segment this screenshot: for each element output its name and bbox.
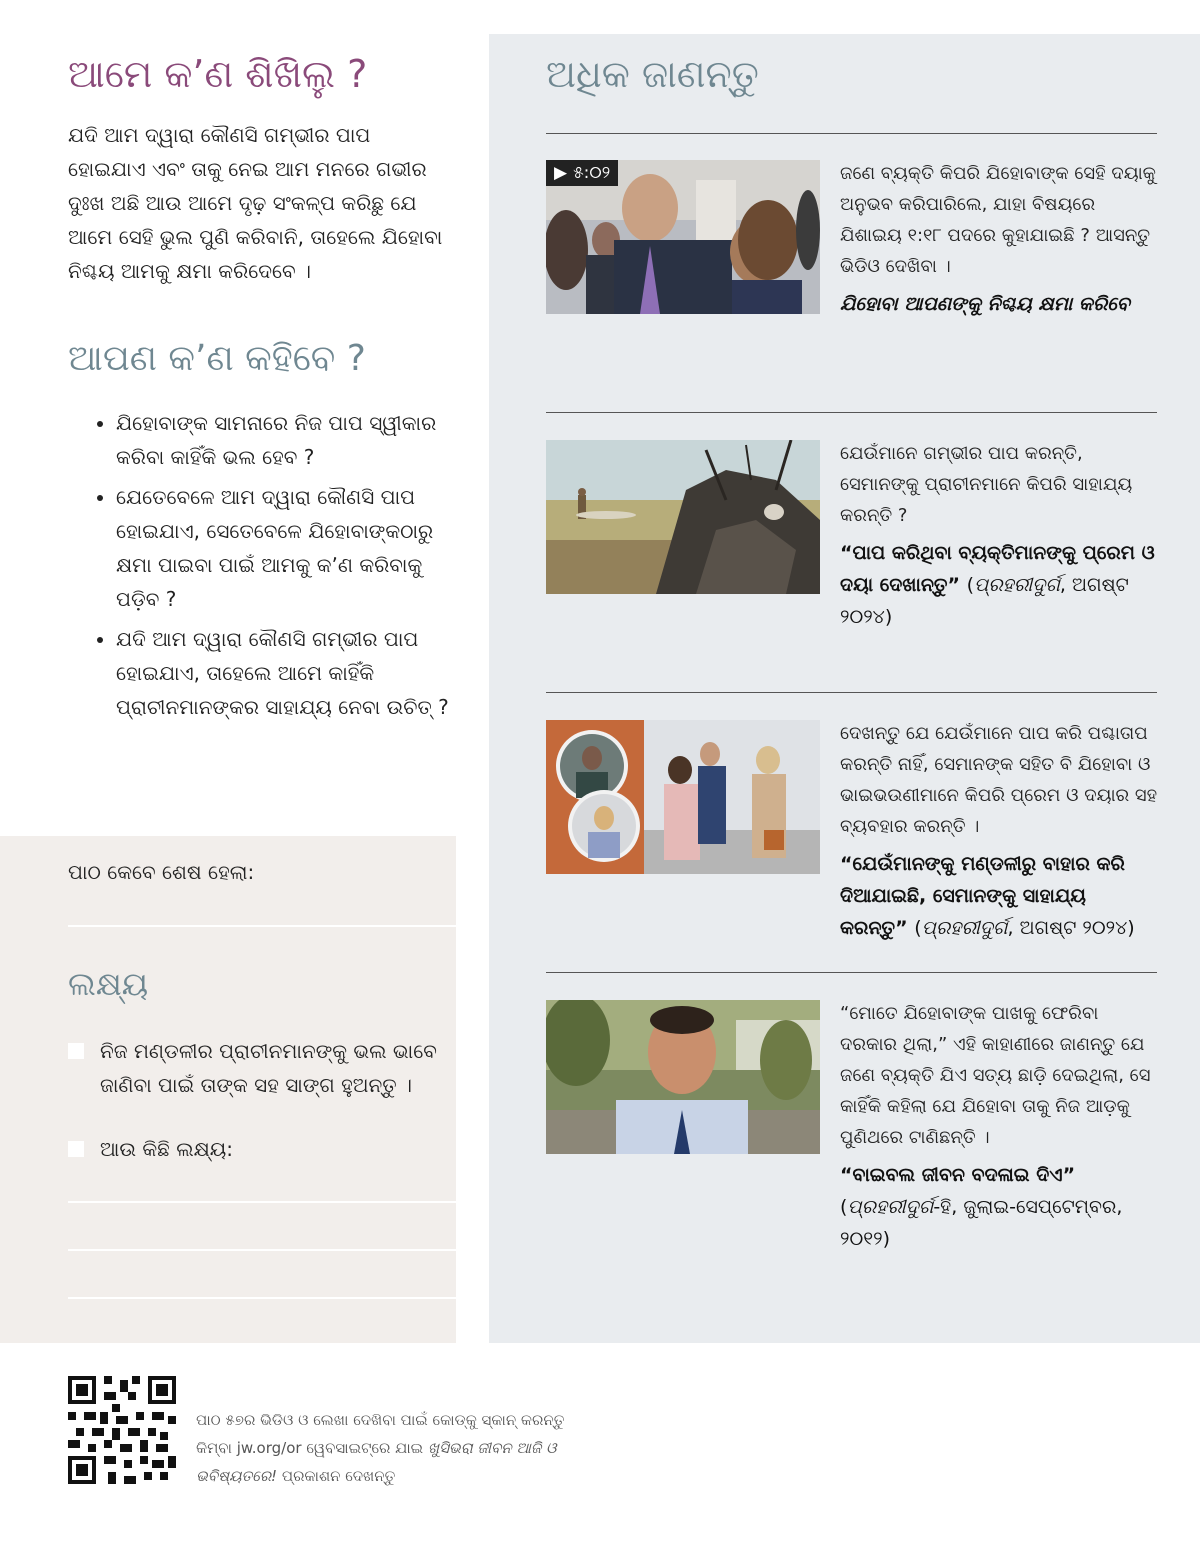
goal-write-line[interactable] bbox=[68, 1201, 456, 1203]
divider bbox=[546, 412, 1157, 413]
video-duration: ୫:୦୨ bbox=[573, 163, 611, 183]
checkbox-icon[interactable] bbox=[68, 1141, 84, 1157]
completion-date-line[interactable] bbox=[68, 925, 456, 927]
learn-more-heading: ଅଧିକ ଜାଣନ୍ତୁ bbox=[546, 52, 759, 96]
completion-date-label: ପାଠ କେବେ ଶେଷ ହେଲା: bbox=[68, 860, 255, 884]
portrait-image bbox=[546, 1000, 820, 1154]
publication-title: ଖୁସିଭରା ଜୀବନ ଆଜି ଓ ଭବିଷ୍ୟତରେ! bbox=[196, 1439, 557, 1485]
video-duration-badge bbox=[546, 160, 618, 186]
goal-item bbox=[68, 1034, 456, 1102]
goal-write-line[interactable] bbox=[68, 1297, 456, 1299]
question-item: • ଯଦି ଆମ ଦ୍ୱାରା କୌଣସି ଗମ୍ଭୀର ପାପ ହୋଇଯାଏ, ତାହେଲେ ଆମେ କାହିଁକି ପ୍ରାଚୀନମାନଙ୍କର ସାହାଯ୍ୟ ନେବା ଉଚିତ୍‌ ? bbox=[116, 622, 466, 724]
article-thumbnail[interactable] bbox=[546, 720, 820, 874]
resource-title-link[interactable]: “ପାପ କରିଥିବା ବ୍ୟକ୍ତିମାନଙ୍କୁ ପ୍ରେମ ଓ ଦୟା ଦେଖାନ୍ତୁ” (ପ୍ରହରୀଦୁର୍ଗ, ଅଗଷ୍ଟ ୨୦୨୪) bbox=[840, 542, 1155, 628]
resource-item bbox=[840, 438, 1158, 633]
resource-description: ଜଣେ ବ୍ୟକ୍ତି କିପରି ଯିହୋବାଙ୍କ ସେହି ଦୟାକୁ ଅନୁଭବ କରିପାରିଲେ, ଯାହା ବିଷୟରେ ଯିଶାଇୟ ୧:୧୮ ପଦରେ କୁହାଯାଇଛି ? ଆସନ୍ତୁ ଭିଡିଓ ଦେଖିବା । bbox=[840, 163, 1156, 277]
goal-heading: ଲକ୍ଷ୍ୟ bbox=[68, 965, 149, 1003]
resource-title-link[interactable]: “ଯେଉଁମାନଙ୍କୁ ମଣ୍ଡଳୀରୁ ବାହାର କରି ଦିଆଯାଇଛି, ସେମାନଙ୍କୁ ସାହାଯ୍ୟ କରନ୍ତୁ” (ପ୍ରହରୀଦୁର୍ଗ, ଅଗଷ୍ଟ ୨୦୨୪) bbox=[840, 853, 1135, 939]
divider bbox=[546, 692, 1157, 693]
article-thumbnail[interactable] bbox=[546, 440, 820, 594]
video-thumbnail[interactable] bbox=[546, 160, 820, 314]
learn-heading: ଆମେ କʼଣ ଶିଖିଲୁ ? bbox=[68, 52, 368, 96]
question-item: • ଯିହୋବାଙ୍କ ସାମନାରେ ନିଜ ପାପ ସ୍ୱୀକାର କରିବା କାହିଁକି ଭଲ ହେବ ? bbox=[116, 406, 466, 474]
goal-write-line[interactable] bbox=[68, 1249, 456, 1251]
article-thumbnail[interactable] bbox=[546, 1000, 820, 1154]
resource-description: ଯେଉଁମାନେ ଗମ୍ଭୀର ପାପ କରନ୍ତି, ସେମାନଙ୍କୁ ପ୍ରାଚୀନମାନେ କିପରି ସାହାଯ୍ୟ କରନ୍ତି ? bbox=[840, 443, 1133, 526]
goal-text: ଆଉ କିଛି ଲକ୍ଷ୍ୟ: bbox=[100, 1137, 233, 1161]
shepherd-painting bbox=[546, 440, 820, 594]
play-icon: ▶ bbox=[554, 163, 568, 183]
divider bbox=[546, 133, 1157, 134]
resource-item bbox=[840, 718, 1158, 944]
checkbox-icon[interactable] bbox=[68, 1043, 84, 1059]
resource-title-link[interactable]: “ବାଇବଲ ଜୀବନ ବଦଳାଇ ଦିଏ” (ପ୍ରହରୀଦୁର୍ଗ-ହି, ଜୁଲାଇ-ସେପ୍ଟେମ୍ବର, ୨୦୧୨) bbox=[840, 1164, 1123, 1250]
qr-code-icon[interactable] bbox=[68, 1376, 176, 1484]
resource-description: “ମୋତେ ଯିହୋବାଙ୍କ ପାଖକୁ ଫେରିବା ଦରକାର ଥିଲା,” ଏହି କାହାଣୀରେ ଜାଣନ୍ତୁ ଯେ ଜଣେ ବ୍ୟକ୍ତି ଯିଏ ସତ୍ୟ ଛାଡ଼ି ଦେଇଥିଲା, ସେ କାହିଁକି କହିଲା ଯେ ଯିହୋବା ତାକୁ ନିଜ ଆଡ଼କୁ ପୁଣିଥରେ ଟାଣିଛନ୍ତି । bbox=[840, 1003, 1151, 1148]
sisters-meeting-image bbox=[546, 720, 820, 874]
qr-instructions: ପାଠ ୫୭ର ଭିଡିଓ ଓ ଲେଖା ଦେଖିବା ପାଇଁ କୋଡ୍‌କୁ ସ୍କାନ୍‌ କରନ୍ତୁ କିମ୍ବା jw.org/or ୱେବସାଇଟ୍‌ରେ ଯାଇ ଖୁସିଭରା ଜୀବନ ଆଜି ଓ ଭବିଷ୍ୟତରେ! ପ୍ରକାଶନ ଦେଖନ୍ତୁ bbox=[196, 1411, 565, 1485]
say-heading: ଆପଣ କʼଣ କହିବେ ? bbox=[68, 338, 366, 379]
divider bbox=[546, 972, 1157, 973]
resource-item bbox=[840, 158, 1158, 320]
resource-description: ଦେଖନ୍ତୁ ଯେ ଯେଉଁମାନେ ପାପ କରି ପଶ୍ଚାତାପ କରନ୍ତି ନାହିଁ, ସେମାନଙ୍କ ସହିତ ବି ଯିହୋବା ଓ ଭାଇଭଉଣୀମାନେ କିପରି ପ୍ରେମ ଓ ଦୟାର ସହ ବ୍ୟବହାର କରନ୍ତି । bbox=[840, 723, 1158, 837]
review-questions bbox=[90, 406, 466, 730]
resource-title-link[interactable]: ଯିହୋବା ଆପଣଙ୍କୁ ନିଶ୍ଚୟ କ୍ଷମା କରିବେ bbox=[840, 293, 1130, 315]
resource-item bbox=[840, 998, 1158, 1255]
learn-summary: ଯଦି ଆମ ଦ୍ୱାରା କୌଣସି ଗମ୍ଭୀର ପାପ ହୋଇଯାଏ ଏବଂ ତାକୁ ନେଇ ଆମ ମନରେ ଗଭୀର ଦୁଃଖ ଅଛି ଆଉ ଆମେ ଦୃଢ଼ ସଂକଳ୍ପ କରିଛୁ ଯେ ଆମେ ସେହି ଭୁଲ ପୁଣି କରିବାନି, ତାହେଲେ ଯିହୋବା ନିଶ୍ଚୟ ଆମକୁ କ୍ଷମା କରିଦେବେ । bbox=[68, 123, 443, 283]
goal-text: ନିଜ ମଣ୍ଡଳୀର ପ୍ରାଚୀନମାନଙ୍କୁ ଭଲ ଭାବେ ଜାଣିବା ପାଇଁ ତାଙ୍କ ସହ ସାଙ୍ଗ ହୁଅନ୍ତୁ । bbox=[100, 1039, 437, 1097]
question-item: • ଯେତେବେଳେ ଆମ ଦ୍ୱାରା କୌଣସି ପାପ ହୋଇଯାଏ, ସେତେବେଳେ ଯିହୋବାଙ୍କଠାରୁ କ୍ଷମା ପାଇବା ପାଇଁ ଆମକୁ କʼଣ କରିବାକୁ ପଡ଼ିବ ? bbox=[116, 480, 466, 616]
goal-item bbox=[68, 1132, 456, 1166]
